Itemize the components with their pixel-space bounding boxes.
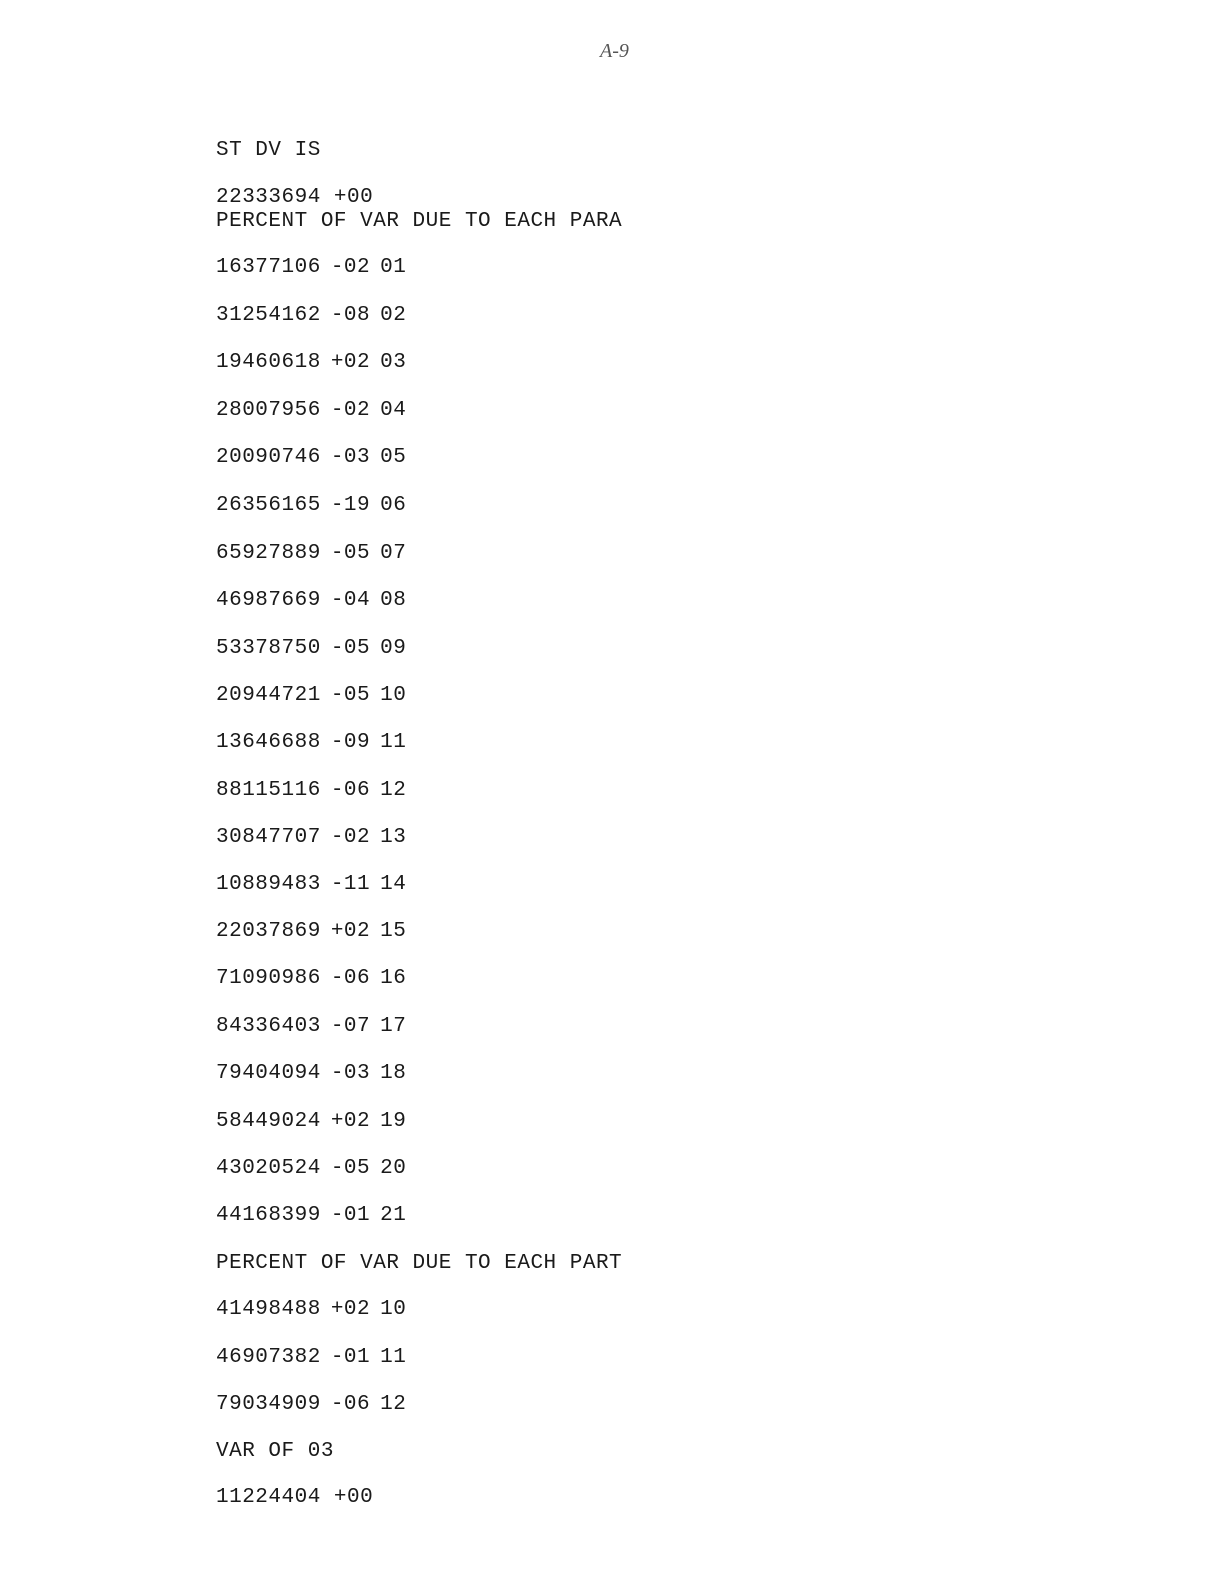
- row-value: 44168399: [216, 1204, 321, 1227]
- para-row: [216, 446, 406, 470]
- row-exponent: +02: [330, 1298, 371, 1321]
- row-exponent: -06: [330, 779, 371, 802]
- row-value: 26356165: [216, 494, 321, 517]
- row-index: 12: [380, 779, 407, 802]
- para-row: [216, 684, 406, 708]
- para-row: [216, 873, 406, 897]
- row-value: 19460618: [216, 351, 321, 374]
- row-exponent: -02: [330, 826, 371, 849]
- row-index: 21: [380, 1204, 407, 1227]
- para-row: [216, 1015, 406, 1039]
- row-index: 16: [380, 967, 407, 990]
- row-exponent: -06: [330, 1393, 371, 1416]
- row-index: 20: [380, 1157, 407, 1180]
- row-exponent: -03: [330, 1062, 371, 1085]
- row-value: 30847707: [216, 826, 321, 849]
- row-index: 02: [380, 304, 407, 327]
- row-index: 10: [380, 684, 407, 707]
- row-value: 41498488: [216, 1298, 321, 1321]
- row-exponent: -03: [330, 446, 371, 469]
- row-value: 43020524: [216, 1157, 321, 1180]
- row-exponent: -01: [330, 1346, 371, 1369]
- row-exponent: -05: [330, 684, 371, 707]
- para-row: [216, 1110, 406, 1134]
- para-heading: PERCENT OF VAR DUE TO EACH PARA: [216, 210, 623, 233]
- row-exponent: -19: [330, 494, 371, 517]
- row-exponent: -08: [330, 304, 371, 327]
- row-exponent: -01: [330, 1204, 371, 1227]
- row-exponent: -06: [330, 967, 371, 990]
- row-index: 17: [380, 1015, 407, 1038]
- row-value: 10889483: [216, 873, 321, 896]
- para-row: [216, 920, 406, 944]
- row-value: 79404094: [216, 1062, 321, 1085]
- row-index: 15: [380, 920, 407, 943]
- row-value: 13646688: [216, 731, 321, 754]
- row-index: 11: [380, 1346, 407, 1369]
- part-row: [216, 1346, 406, 1370]
- para-row: [216, 779, 406, 803]
- row-exponent: -04: [330, 589, 371, 612]
- row-index: 08: [380, 589, 407, 612]
- row-exponent: +02: [330, 351, 371, 374]
- var-label: VAR OF 03: [216, 1440, 334, 1463]
- row-value: 46907382: [216, 1346, 321, 1369]
- para-row: [216, 826, 406, 850]
- row-index: 10: [380, 1298, 407, 1321]
- row-index: 12: [380, 1393, 407, 1416]
- para-row: [216, 256, 406, 280]
- para-row: [216, 399, 406, 423]
- para-row: [216, 589, 406, 613]
- para-row: [216, 967, 406, 991]
- para-row: [216, 1157, 406, 1181]
- row-index: 13: [380, 826, 407, 849]
- row-value: 46987669: [216, 589, 321, 612]
- row-value: 22037869: [216, 920, 321, 943]
- row-index: 07: [380, 542, 407, 565]
- row-exponent: -05: [330, 542, 371, 565]
- row-exponent: +02: [330, 920, 371, 943]
- para-row: [216, 542, 406, 566]
- row-value: 65927889: [216, 542, 321, 565]
- row-value: 84336403: [216, 1015, 321, 1038]
- st-dv-label: ST DV IS: [216, 139, 321, 162]
- row-exponent: -02: [330, 399, 371, 422]
- row-index: 01: [380, 256, 407, 279]
- para-row: [216, 304, 406, 328]
- row-value: 31254162: [216, 304, 321, 327]
- row-exponent: -07: [330, 1015, 371, 1038]
- row-index: 03: [380, 351, 407, 374]
- row-exponent: +02: [330, 1110, 371, 1133]
- para-row: [216, 494, 406, 518]
- row-index: 05: [380, 446, 407, 469]
- para-row: [216, 1062, 406, 1086]
- para-row: [216, 351, 406, 375]
- row-value: 16377106: [216, 256, 321, 279]
- row-index: 06: [380, 494, 407, 517]
- var-value: 11224404 +00: [216, 1486, 374, 1509]
- row-index: 04: [380, 399, 407, 422]
- para-row: [216, 637, 406, 661]
- row-value: 79034909: [216, 1393, 321, 1416]
- part-heading: PERCENT OF VAR DUE TO EACH PART: [216, 1252, 623, 1275]
- row-value: 28007956: [216, 399, 321, 422]
- row-exponent: -09: [330, 731, 371, 754]
- part-row: [216, 1393, 406, 1417]
- row-exponent: -11: [330, 873, 371, 896]
- row-index: 11: [380, 731, 407, 754]
- st-dv-value: 22333694 +00: [216, 186, 374, 209]
- row-index: 14: [380, 873, 407, 896]
- row-value: 20944721: [216, 684, 321, 707]
- row-value: 58449024: [216, 1110, 321, 1133]
- page-number: A-9: [600, 40, 629, 62]
- row-exponent: -05: [330, 637, 371, 660]
- row-value: 71090986: [216, 967, 321, 990]
- row-index: 19: [380, 1110, 407, 1133]
- row-index: 09: [380, 637, 407, 660]
- row-value: 20090746: [216, 446, 321, 469]
- row-value: 53378750: [216, 637, 321, 660]
- row-exponent: -05: [330, 1157, 371, 1180]
- para-row: [216, 731, 406, 755]
- row-index: 18: [380, 1062, 407, 1085]
- para-row: [216, 1204, 406, 1228]
- row-value: 88115116: [216, 779, 321, 802]
- row-exponent: -02: [330, 256, 371, 279]
- part-row: [216, 1298, 406, 1322]
